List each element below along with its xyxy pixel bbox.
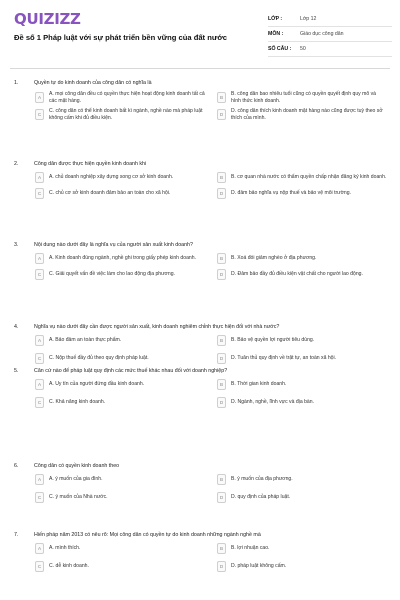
- option-text: D. quy định của pháp luật.: [231, 494, 291, 501]
- meta-value: Giáo dục công dân: [300, 31, 344, 37]
- answer-option-c[interactable]: [35, 188, 205, 199]
- option-text: D. đảm bảo nghĩa vụ nộp thuế và bảo vệ môi trường.: [231, 190, 352, 197]
- answer-option-d[interactable]: [217, 108, 387, 121]
- answer-option-a[interactable]: [35, 335, 205, 346]
- answer-option-b[interactable]: [217, 91, 387, 104]
- answer-option-b[interactable]: [217, 379, 387, 390]
- option-text: C. công dân có thể kinh doanh bất kì ngành, nghề nào mà pháp luật không cấm khi đủ điều kiện.: [49, 108, 203, 121]
- answer-option-b[interactable]: [217, 253, 387, 264]
- question-1: [14, 78, 388, 121]
- question-header: [14, 461, 388, 470]
- answer-option-a[interactable]: [35, 379, 205, 390]
- question-3: [14, 240, 388, 280]
- answer-option-a[interactable]: [35, 253, 205, 264]
- option-letter-box: C: [35, 188, 44, 199]
- worksheet-meta: [268, 12, 392, 57]
- option-letter-box: B: [217, 92, 226, 103]
- answer-option-d[interactable]: [217, 188, 387, 199]
- question-text: Hiến pháp năm 2013 có nêu rõ: Mọi công dân có quyền tự do kinh doanh những ngành nghề mà: [34, 531, 261, 538]
- option-text: A. chủ doanh nghiệp xây dựng song cơ sở kinh doanh.: [49, 174, 174, 181]
- option-text: B. Thời gian kinh doanh.: [231, 381, 287, 388]
- question-text: Công dân được thực hiện quyền kinh doanh khi: [34, 160, 147, 167]
- answer-option-d[interactable]: [217, 397, 387, 408]
- question-text: Căn cứ nào để pháp luật quy định các mức thuế khác nhau đối với doanh nghiệp?: [34, 367, 228, 374]
- answer-option-a[interactable]: [35, 172, 205, 183]
- option-text: D. công dân thích kinh doanh mặt hàng nào cũng được tuỳ theo sở thích của mình.: [231, 108, 383, 121]
- answer-option-c[interactable]: [35, 269, 205, 280]
- option-text: C. Khả năng kinh doanh.: [49, 399, 106, 406]
- answer-option-c[interactable]: [35, 353, 205, 364]
- worksheet-title: Đề số 1 Pháp luật với sự phát triển bền vững của đất nước: [14, 33, 227, 42]
- option-letter-box: A: [35, 379, 44, 390]
- option-text: B. lợi nhuận cao.: [231, 545, 270, 552]
- option-letter-box: D: [217, 397, 226, 408]
- answer-options: [35, 91, 388, 121]
- answer-option-b[interactable]: [217, 335, 387, 346]
- meta-row-class: [268, 12, 392, 27]
- option-text: C. Giải quyết vấn đề việc làm cho lao động địa phương.: [49, 271, 175, 278]
- question-header: [14, 240, 388, 249]
- quizizz-logo: QUIZIZZ: [14, 10, 81, 28]
- option-text: C. Nộp thuế đầy đủ theo quy định pháp luật.: [49, 355, 149, 362]
- answer-options: [35, 543, 388, 572]
- answer-option-a[interactable]: [35, 91, 205, 104]
- option-letter-box: C: [35, 353, 44, 364]
- option-letter-box: A: [35, 474, 44, 485]
- option-text: C. dễ kinh doanh.: [49, 563, 89, 570]
- answer-option-b[interactable]: [217, 543, 387, 554]
- meta-label: LỚP :: [268, 16, 283, 22]
- option-text: A. Kinh doanh đúng ngành, nghề ghi trong giấy phép kinh doanh.: [49, 255, 196, 262]
- option-text: C. chủ cơ sở kinh doanh đảm bảo an toàn cho xã hội.: [49, 190, 171, 197]
- header-divider: [10, 68, 390, 69]
- answer-options: [35, 253, 388, 280]
- option-letter-box: B: [217, 379, 226, 390]
- meta-label: MÔN :: [268, 31, 284, 37]
- option-letter-box: C: [35, 397, 44, 408]
- answer-option-c[interactable]: [35, 492, 205, 503]
- question-text: Nội dung nào dưới đây là nghĩa vụ của người sản xuất kinh doanh?: [34, 241, 193, 248]
- option-letter-box: B: [217, 253, 226, 264]
- option-letter-box: A: [35, 253, 44, 264]
- answer-option-b[interactable]: [217, 172, 387, 183]
- option-letter-box: C: [35, 269, 44, 280]
- option-text: B. Bảo vệ quyền lợi người tiêu dùng.: [231, 337, 315, 344]
- option-text: A. mình thích.: [49, 545, 81, 552]
- question-number: 7.: [14, 531, 19, 538]
- option-letter-box: D: [217, 188, 226, 199]
- question-text: Nghĩa vụ nào dưới đây cần được người sản xuất, kinh doanh nghiêm chỉnh thực hiện đối với nhà nước?: [34, 323, 280, 330]
- option-text: C. ý muốn của Nhà nước.: [49, 494, 108, 501]
- question-7: [14, 530, 388, 572]
- answer-options: [35, 474, 388, 503]
- option-letter-box: B: [217, 172, 226, 183]
- answer-option-c[interactable]: [35, 561, 205, 572]
- answer-option-d[interactable]: [217, 492, 387, 503]
- question-6: [14, 461, 388, 503]
- question-header: [14, 322, 388, 331]
- option-text: B. công dân bao nhiêu tuổi cũng có quyền quyết định quy mô và hình thức kinh doanh.: [231, 91, 376, 104]
- meta-row-count: [268, 42, 392, 57]
- option-letter-box: C: [35, 561, 44, 572]
- option-letter-box: A: [35, 543, 44, 554]
- option-letter-box: B: [217, 474, 226, 485]
- question-number: 1.: [14, 79, 19, 86]
- question-header: [14, 366, 388, 375]
- meta-label: SỐ CÂU :: [268, 46, 292, 52]
- question-number: 2.: [14, 160, 19, 167]
- meta-row-subject: [268, 27, 392, 42]
- option-letter-box: C: [35, 492, 44, 503]
- option-text: D. pháp luật không cấm.: [231, 563, 287, 570]
- option-letter-box: C: [35, 109, 44, 120]
- answer-option-c[interactable]: [35, 397, 205, 408]
- option-text: A. Uy tín của người đứng đầu kinh doanh.: [49, 381, 145, 388]
- answer-option-b[interactable]: [217, 474, 387, 485]
- question-header: [14, 159, 388, 168]
- option-text: D. Đảm bảo đầy đủ điều kiện vật chất cho người lao động.: [231, 271, 363, 278]
- option-letter-box: B: [217, 335, 226, 346]
- option-letter-box: D: [217, 353, 226, 364]
- answer-option-c[interactable]: [35, 108, 205, 121]
- answer-options: [35, 379, 388, 408]
- question-number: 3.: [14, 241, 19, 248]
- option-letter-box: D: [217, 269, 226, 280]
- answer-option-a[interactable]: [35, 474, 205, 485]
- question-number: 5.: [14, 367, 19, 374]
- option-text: A. ý muốn của gia đình.: [49, 476, 103, 483]
- question-header: [14, 78, 388, 87]
- question-number: 4.: [14, 323, 19, 330]
- answer-options: [35, 335, 388, 364]
- question-text: Công dân có quyền kinh doanh theo: [34, 462, 120, 469]
- question-text: Quyền tự do kinh doanh của công dân có nghĩa là: [34, 79, 152, 86]
- option-letter-box: D: [217, 492, 226, 503]
- option-letter-box: A: [35, 335, 44, 346]
- option-text: B. Xoá đói giảm nghèo ở địa phương.: [231, 255, 317, 262]
- answer-option-d[interactable]: [217, 561, 387, 572]
- option-letter-box: A: [35, 92, 44, 103]
- option-text: A. mọi công dân đều có quyền thực hiện hoạt động kinh doanh tất cả các mặt hàng.: [49, 91, 205, 104]
- option-letter-box: B: [217, 543, 226, 554]
- answer-option-d[interactable]: [217, 353, 387, 364]
- meta-value: 50: [300, 46, 306, 52]
- question-4: [14, 322, 388, 364]
- meta-value: Lớp 12: [300, 16, 317, 22]
- question-header: [14, 530, 388, 539]
- answer-option-d[interactable]: [217, 269, 387, 280]
- option-text: B. cơ quan nhà nước có thẩm quyền chấp nhận đăng ký kinh doanh.: [231, 174, 387, 181]
- question-5: [14, 366, 388, 408]
- answer-options: [35, 172, 388, 199]
- option-letter-box: A: [35, 172, 44, 183]
- option-letter-box: D: [217, 109, 226, 120]
- option-text: D. Ngành, nghề, lĩnh vực và địa bàn.: [231, 399, 314, 406]
- answer-option-a[interactable]: [35, 543, 205, 554]
- question-2: [14, 159, 388, 199]
- option-text: D. Tuân thủ quy định về trật tự, an toàn xã hội.: [231, 355, 337, 362]
- question-number: 6.: [14, 462, 19, 469]
- option-letter-box: D: [217, 561, 226, 572]
- option-text: B. ý muốn của địa phương.: [231, 476, 293, 483]
- option-text: A. Bảo đảm an toàn thực phẩm.: [49, 337, 122, 344]
